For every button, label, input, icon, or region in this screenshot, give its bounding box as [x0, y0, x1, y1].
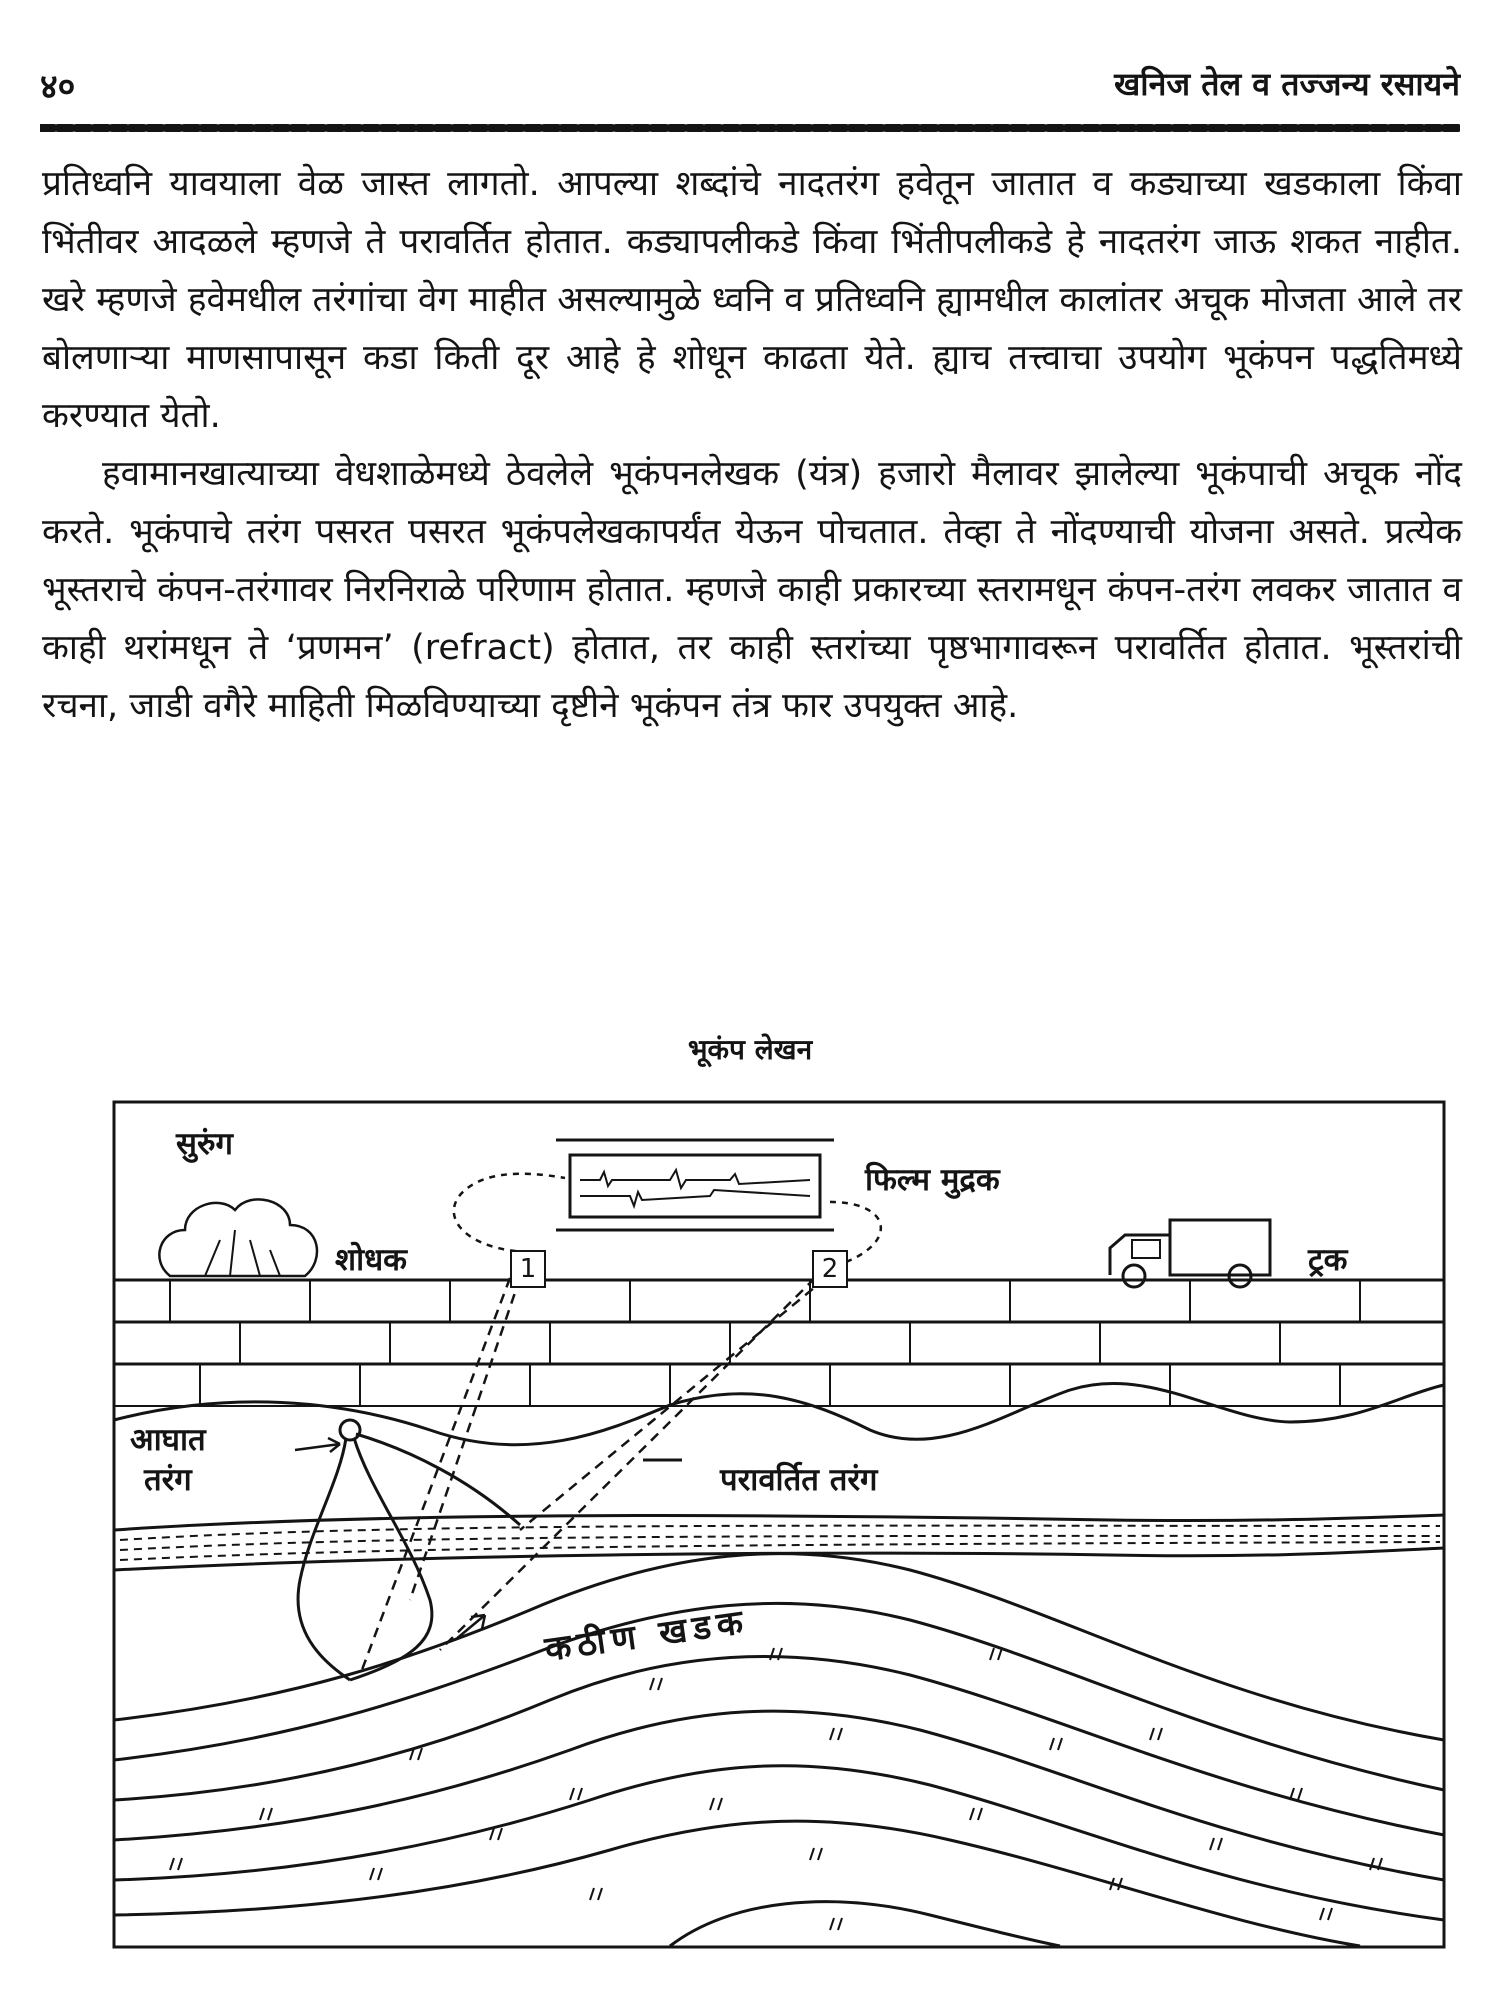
figure-caption: भूकंप लेखन: [687, 1033, 813, 1066]
running-title: खनिज तेल व तज्जन्य रसायने: [1114, 65, 1460, 103]
label-film-recorder: फिल्म मुद्रक: [865, 1162, 1000, 1198]
label-impact-wave-line1: आघात: [130, 1422, 206, 1458]
label-impact-wave: [130, 1420, 206, 1500]
detector-2-box: 2: [812, 1250, 848, 1288]
seismic-diagram: [110, 1100, 1450, 1950]
diagram-drawing: [110, 1100, 1450, 1950]
paragraph-2: हवामानखात्याच्या वेधशाळेमध्ये ठेवलेले भूकंपनलेखक (यंत्र) हजारो मैलावर झालेल्या भूकंपाची अचूक नोंद करते. भूकंपाचे तरंग पसरत पसरत भूकंपलेखकापर्यंत येऊन पोचतात. तेव्हा ते नोंदण्याची योजना असते. प्रत्येक भूस्तराचे कंपन-तरंगावर निरनिराळे परिणाम होतात. म्हणजे काही प्रकारच्या स्तरामधून कंपन-तरंग लवकर जातात व काही थरांमधून ते ‘प्रणमन’ (refract) होतात, तर काही स्तरांच्या पृष्ठभागावरून परावर्तित होतात. भूस्तरांची रचना, जाडी वगैरे माहिती मिळविण्याच्या दृष्टीने भूकंपन तंत्र फार उपयुक्त आहे.: [42, 454, 1462, 726]
label-tunnel: सुरुंग: [176, 1126, 233, 1162]
paragraph-1: प्रतिध्वनि यावयाला वेळ जास्त लागतो. आपल्या शब्दांचे नादतरंग हवेतून जातात व कड्याच्या खडकाला किंवा भिंतीवर आदळले म्हणजे ते परावर्तित होतात. कड्यापलीकडे किंवा भिंतीपलीकडे हे नादतरंग जाऊ शकत नाहीत. खरे म्हणजे हवेमधील तरंगांचा वेग माहीत असल्यामुळे ध्वनि व प्रतिध्वनि ह्यामधील कालांतर अचूक मोजता आले तर बोलणाऱ्या माणसापासून कडा किती दूर आहे हे शोधून काढता येते. ह्याच तत्त्वाचा उपयोग भूकंपन पद्धतिमध्ये करण्यात येतो.: [42, 164, 1462, 436]
label-truck: ट्रक: [1308, 1242, 1348, 1278]
detector-1-box: 1: [510, 1250, 546, 1288]
decorative-rule: [40, 122, 1460, 134]
page-number: ४०: [40, 67, 76, 107]
label-impact-wave-line2: तरंग: [143, 1462, 192, 1498]
page-header: [40, 60, 1460, 120]
label-hard-rock: कठीण खडक: [542, 1601, 752, 1670]
label-detector: शोधक: [335, 1242, 407, 1278]
label-reflected-wave: परावर्तित तरंग: [720, 1462, 878, 1498]
body-text: [42, 155, 1462, 735]
